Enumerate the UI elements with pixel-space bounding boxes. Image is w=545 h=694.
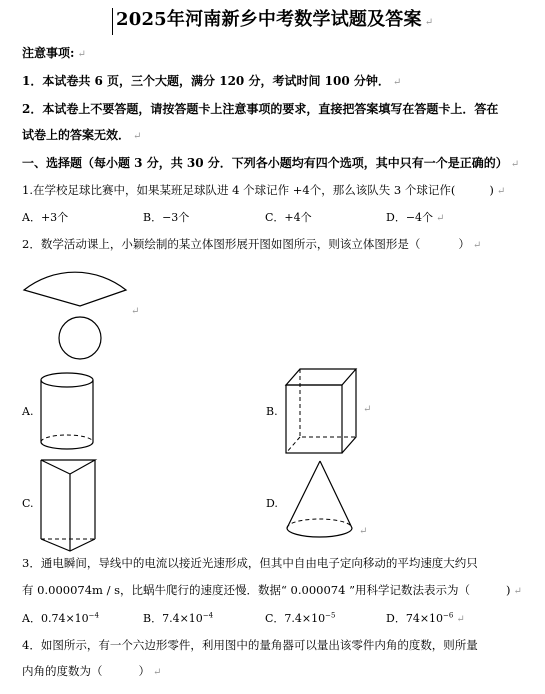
question-1-option-a: A．+3个 — [22, 211, 69, 224]
notice-item-2: 2．本试卷上不要答题，请按答题卡上注意事项的要求，直接把答案填写在答题卡上．答在 — [22, 102, 499, 116]
question-4-line-2: 内角的度数为（ ） ↵ — [22, 664, 162, 678]
question-3-option-c: C．$7.4\times 10^{-5}$ — [265, 611, 336, 625]
question-1-stem: 1.在学校足球比赛中，如果某班足球队进 4 个球记作 +4个，那么该队失 3 个球记作( ) ↵ — [22, 183, 506, 197]
notice-item-2-cont: 试卷上的答案无效． ↵ — [22, 128, 142, 142]
question-4-line-1: 4．如图所示，有一个六边形零件，利用图中的量角器可以量出该零件内角的度数，则所量 — [22, 638, 478, 652]
question-1-option-c: C．+4个 — [265, 211, 312, 224]
question-1-option-b: B．−3个 — [143, 211, 190, 224]
paragraph-mark: ↵ — [131, 306, 140, 317]
question-3-line-2: 有 0.000074m / s，比蜗牛爬行的速度还慢．数据“ 0.000074 ”用科学记数法表示为（ ) ↵ — [22, 583, 522, 597]
option-d-label: D. — [266, 497, 278, 510]
question-3-line-1: 3．通电瞬间，导线中的电流以接近光速形成，但其中自由电子定向移动的平均速度大约只 — [22, 556, 478, 570]
question-2-stem: 2．数学活动课上，小颖绘制的某立体图形展开图如图所示，则该立体图形是（ ） ↵ — [22, 237, 482, 251]
paragraph-mark: ↵ — [359, 526, 368, 537]
question-3-option-a: A．$0.74\times 10^{-4}$ — [22, 611, 99, 625]
notice-heading: 注意事项: ↵ — [22, 46, 86, 60]
page-title: 2025年河南新乡中考数学试题及答案 ↵ — [112, 8, 433, 35]
notice-item-1: 1．本试卷共 6 页，三个大题，满分 120 分，考试时间 100 分钟． ↵ — [22, 74, 402, 88]
option-b-label: B. — [266, 405, 278, 418]
question-3-option-b: B．$7.4\times 10^{-4}$ — [143, 611, 214, 625]
option-a-label: A. — [22, 405, 34, 418]
paragraph-mark: ↵ — [363, 404, 372, 415]
question-1-option-d: D．−4个 ↵ — [386, 211, 445, 224]
section-heading-choice: 一、选择题（每小题 3 分，共 30 分．下列各小题均有四个选项，其中只有一个是正确的） ↵ — [22, 156, 520, 170]
question-3-option-d: D．$74\times 10^{-6}$ ↵ — [386, 611, 465, 625]
option-c-label: C. — [22, 497, 34, 510]
